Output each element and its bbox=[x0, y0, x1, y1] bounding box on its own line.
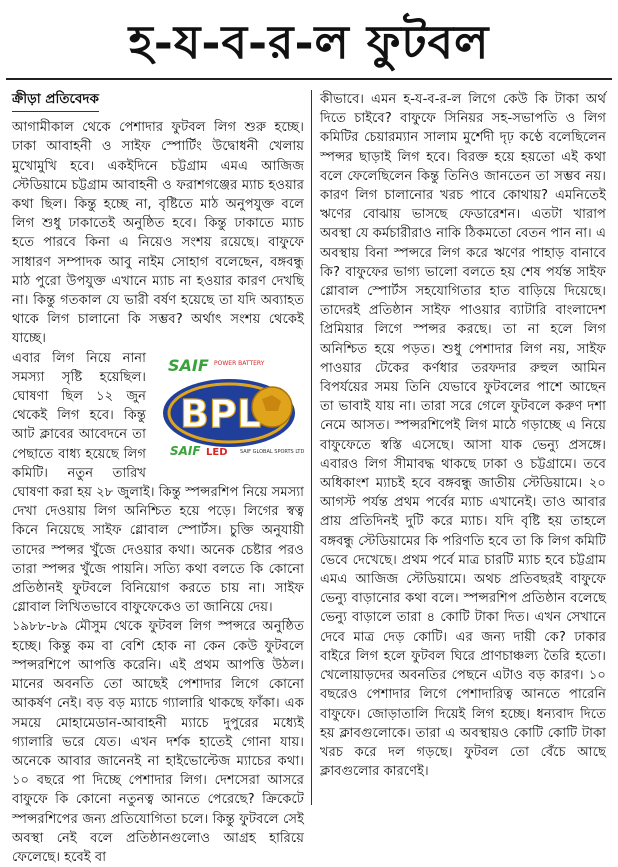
byline: ক্রীড়া প্রতিবেদক bbox=[12, 90, 99, 112]
column-divider bbox=[311, 90, 312, 805]
logo-caption: SAIF GLOBAL SPORTS LTD bbox=[240, 448, 305, 455]
bpl-logo-graphic bbox=[154, 353, 304, 463]
bpl-logo bbox=[154, 353, 304, 463]
headline: হ-য-ব-র-ল ফুটবল bbox=[128, 15, 490, 69]
article-column-left bbox=[12, 90, 305, 865]
logo-brand-bottom-sub: LED bbox=[206, 446, 228, 458]
article-paragraph-1: আগামীকাল থেকে পেশাদার ফুটবল লিগ শুরু হচ্ছে। ঢাকা আবাহনী ও সাইফ স্পোর্টিং উদ্বোধনী খেলায় মুখোমুখি হবে। একইদিনে চট্টগ্রাম এমএ আজিজ স্টেডিয়ামে চট্টগ্রাম আবাহনী ও ফরাশগঞ্জের ম্যাচ হওয়ার কথা ছিল। কিন্তু হচ্ছে না, বৃষ্টিতে মাঠ অনুপযুক্ত বলে লিগ শুধু ঢাকাতেই অনুষ্ঠিত হবে। কিন্তু ঢাকাতে ম্যাচ হতে পারবে কিনা এ নিয়েও সংশয় রয়েছে। বাফুফে সাধারণ সম্পাদক আবু নাইম সোহাগ বলেছেন, বঙ্গবন্ধু মাঠ পুরো উপযুক্ত এখানে ম্যাচ না হওয়ার কারণ দেখছি না। কিন্তু গতকাল যে ভারী বর্ষণ হয়েছে তা যদি অব্যাহত থাকে লিগ চালানো কি সম্ভব? অর্থাৎ সংশয় থেকেই যাচ্ছে। bbox=[12, 120, 304, 347]
logo-brand-top: SAIF bbox=[168, 355, 209, 375]
article-column-right bbox=[320, 90, 606, 807]
logo-brand-bottom: SAIF bbox=[170, 443, 201, 458]
newspaper-page bbox=[6, 6, 612, 865]
logo-main-text: BPL bbox=[180, 391, 262, 436]
article-paragraph-3: ১৯৮৮-৮৯ মৌসুম থেকে ফুটবল লিগ স্পন্সরে অনুষ্ঠিত হচ্ছে। কিন্তু কম বা বেশি হোক না কেন কেউ ফুটবলে স্পন্সরশিপে আপত্তি করেনি। এই প্রথম আপত্তি উঠল। মানের অবনতি তো আছেই পেশাদার লিগে কোনো আকর্ষণ নেই। বড় বড় ম্যাচে গ্যালারি থাকছে ফাঁকা। এক সময়ে মোহামেডান-আবাহনী ম্যাচে দুপুরের মধ্যেই গ্যালারি ভরে যেত। এখন দর্শক হাতেই গোনা যায়। অনেকে আবার জানেনই না হাইভোল্টেজ ম্যাচের কথা। ১০ বছরে পা দিচ্ছে পেশাদার লিগ। দেশসেরা আসরে বাফুফে কি কোনো নতুনত্ব আনতে পেরেছে? ক্রিকেটে স্পন্সরশিপের জন্য প্রতিযোগিতা চলে। কিন্তু ফুটবলে সেই অবস্থা নেই বলে প্রতিষ্ঠানগুলোও আগ্রহ হারিয়ে ফেলেছে। হবেই বা bbox=[12, 619, 304, 865]
article-paragraph-4: কীভাবে। এমন হ-য-ব-র-ল লিগে কেউ কি টাকা অর্থ দিতে চাইবে? বাফুফে সিনিয়র সহ-সভাপতি ও লিগ কমিটির চেয়ারম্যান সালাম মুর্শেদী দৃঢ় কণ্ঠে বলেছিলেন স্পন্সর ছাড়াই লিগ হবে। বিরক্ত হয়ে হয়তো এই কথা বলে ফেলেছিলেন কিন্তু তিনিও জানতেন তা সম্ভব নয়। কারণ লিগ চালানোর খরচ পাবে কোথায়? এমনিতেই ঋণের বোঝায় ভাসছে ফেডারেশন। এতটা খারাপ অবস্থা যে কর্মচারীরাও নাকি ঠিকমতো বেতন পান না। এ অবস্থায় বিনা স্পন্সরে লিগ করে ঋণের পাহাড় বানাবে কি? বাফুফের ভাগ্য ভালো বলতে হয় শেষ পর্যন্ত সাইফ গ্লোবাল স্পোর্টস সহযোগিতার হাত বাড়িয়ে দিয়েছে। তাদেরই প্রতিষ্ঠান সাইফ পাওয়ার ব্যাটারি বাংলাদেশ প্রিমিয়ার লিগে স্পন্সর করছে। তা না হলে লিগ অনিশ্চিত হয়ে পড়ত। শুধু পেশাদার লিগ নয়, সাইফ পাওয়ার টেকের কর্ণধার তরফদার রুহুল আমিন বিপর্যয়ের সময় তিনি যেভাবে ফুটবলের পাশে আছেন তা ভাবাই যায় না। তারা সরে গেলে ফুটবলে করুণ দশা নেমে আসত। স্পন্সরশিপেই লিগ মাঠে গড়াচ্ছে এ নিয়ে বাফুফেতে স্বস্তি এসেছে। আসা যাক ভেন্যু প্রসঙ্গে। এবারও লিগ সীমাবদ্ধ থাকছে ঢাকা ও চট্টগ্রামে। তবে অধিকাংশ ম্যাচই হবে বঙ্গবন্ধু জাতীয় স্টেডিয়ামে। ২০ আগস্ট পর্যন্ত প্রথম পর্বের ম্যাচ এখানেই। তাও আবার প্রায় প্রতিদিনই দুটি করে ম্যাচ। যদি বৃষ্টি হয় তাহলে বঙ্গবন্ধু স্টেডিয়ামের কি পরিণতি হবে তা কি লিগ কমিটি ভেবে দেখেছে। প্রথম পর্বে মাত্র চারটি ম্যাচ হবে চট্টগ্রাম এমএ আজিজ স্টেডিয়ামে। অথচ প্রতিবছরই বাফুফে ভেন্যু বাড়ানোর কথা বলে। স্পন্সরশিপ প্রতিষ্ঠান বলেছে ভেন্যু বাড়ালে তারা ৪ কোটি টাকা দিত। এখন সেখানে দেবে মাত্র দেড় কোটি। এর জন্য দায়ী কে? ঢাকার বাইরে লিগ হলে ফুটবল ঘিরে প্রাণচাঞ্চল্য তৈরি হতো। খেলোয়াড়দের অবনতির পেছনে এটাও বড় কারণ। ১০ বছরেও পেশাদার লিগে পেশাদারিত্ব আনতে পারেনি বাফুফে। জোড়াতালি দিয়েই লিগ হচ্ছে। ধন্যবাদ দিতে হয় ক্লাবগুলোকে। তারা এ অবস্থায়ও কোটি কোটি টাকা খরচ করে দল গড়ছে। ফুটবল তো বেঁচে আছে ক্লাবগুলোর কারণেই। bbox=[320, 92, 606, 780]
headline-rule bbox=[6, 78, 612, 80]
article-paragraph-2: এবার লিগ নিয়ে নানা সমস্যা সৃষ্টি হয়েছিল। ঘোষণা ছিল ১২ জুন থেকেই লিগ হবে। কিন্তু আট ক্লাবের আবেদনে তা পেছাতে বাধ্য হয়েছে লিগ কমিটি। নতুন তারিখ ঘোষণা করা হয় ২৮ জুলাই। কিন্তু স্পন্সরশিপ নিয়ে সমস্যা দেখা দেওয়ায় লিগ অনিশ্চিত হয়ে পড়ে। লিগের স্বত্ব কিনে নিয়েছে সাইফ গ্লোবাল স্পোর্টস। চুক্তি অনুযায়ী তাদের স্পন্সর খুঁজে দেওয়ার কথা। অনেক চেষ্টার পরও তারা স্পন্সর খুঁজে পায়নি। সত্যি কথা বলতে কি কোনো প্রতিষ্ঠানই ফুটবলে বিনিয়োগ করতে চায় না। সাইফ গ্লোবাল লিখিতভাবে বাফুফেকেও তা জানিয়ে দেয়। bbox=[12, 350, 304, 616]
logo-brand-sub: POWER BATTERY bbox=[214, 359, 265, 367]
